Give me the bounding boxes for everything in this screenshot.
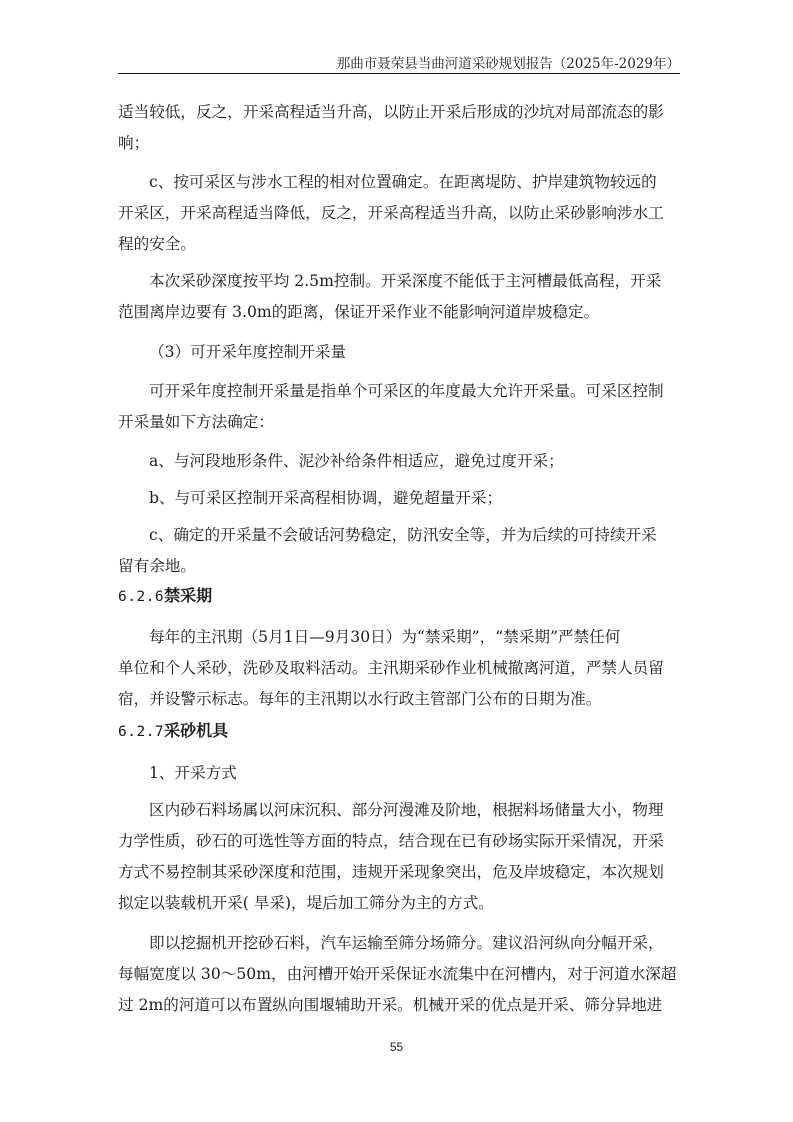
section-title: 禁采期 — [164, 586, 213, 605]
body-line: 适当较低，反之，开采高程适当升高，以防止开采后形成的沙坑对局部流态的影 — [118, 103, 664, 121]
body-line: 可开采年度控制开采量是指单个可采区的年度最大允许开采量。可采区控制 — [149, 382, 664, 400]
body-line: 范围离岸边要有 3.0m的距离，保证开采作业不能影响河道岸坡稳定。 — [118, 303, 600, 321]
section-number: 6.2.6 — [118, 589, 165, 605]
list-item: b、与可采区控制开采高程相协调，避免超量开采； — [149, 489, 503, 507]
body-line: 开采区，开采高程适当降低，反之，开采高程适当升高，以防止采砂影响涉水工 — [118, 204, 664, 222]
body-line: 力学性质，砂石的可选性等方面的特点，结合现在已有砂场实际开采情况，开采 — [118, 832, 664, 850]
body-line: 即以挖掘机开挖砂石料，汽车运输至筛分场筛分。建议沿河纵向分幅开采， — [149, 934, 664, 952]
subheading: 1、开采方式 — [149, 764, 237, 782]
body-line: 区内砂石料场属以河床沉积、部分河漫滩及阶地，根据料场储量大小，物理 — [149, 801, 664, 819]
running-header: 那曲市聂荣县当曲河道采砂规划报告（2025年-2029年） — [336, 56, 680, 72]
body-line: 过 2m的河道可以布置纵向围堰辅助开采。机械开采的优点是开采、筛分异地进 — [118, 996, 663, 1014]
body-line: 程的安全。 — [118, 235, 196, 253]
section-heading-6-2-7 — [118, 715, 680, 748]
body-line: 响； — [118, 134, 150, 152]
body-line: 本次采砂深度按平均 2.5m控制。开采深度不能低于主河槽最低高程，开采 — [149, 272, 662, 290]
body-line: c、按可采区与涉水工程的相对位置确定。在距离堤防、护岸建筑物较远的 — [149, 173, 657, 191]
body-line: 方式不易控制其采砂深度和范围，违规开采现象突出，危及岸坡稳定，本次规划 — [118, 863, 664, 881]
body-line: 拟定以装载机开采( 旱采)，堤后加工筛分为主的方式。 — [118, 894, 494, 912]
list-item: a、与河段地形条件、泥沙补给条件相适应，避免过度开采； — [149, 452, 564, 470]
body-line: 留有余地。 — [118, 557, 196, 575]
page-number: 55 — [389, 1040, 404, 1054]
list-item: c、确定的开采量不会破话河势稳定，防汛安全等，并为后续的可持续开采 — [149, 526, 657, 544]
section-number: 6.2.7 — [118, 724, 165, 740]
body-line: 每年的主汛期（5月1日—9月30日）为“禁采期”，“禁采期”严禁任何 — [149, 628, 621, 646]
section-heading-6-2-6 — [118, 580, 680, 613]
body-line: 开采量如下方法确定： — [118, 413, 274, 431]
section-title: 采砂机具 — [164, 721, 229, 740]
body-line: 单位和个人采砂，洗砂及取料活动。主汛期采砂作业机械撤离河道，严禁人员留 — [118, 659, 664, 677]
subheading: （3）可开采年度控制开采量 — [149, 343, 347, 361]
body-line: 宿，并设警示标志。每年的主汛期以水行政主管部门公布的日期为准。 — [118, 690, 602, 708]
body-line: 每幅宽度以 30～50m，由河槽开始开采保证水流集中在河槽内，对于河道水深超 — [118, 965, 677, 983]
header-rule — [118, 73, 680, 74]
